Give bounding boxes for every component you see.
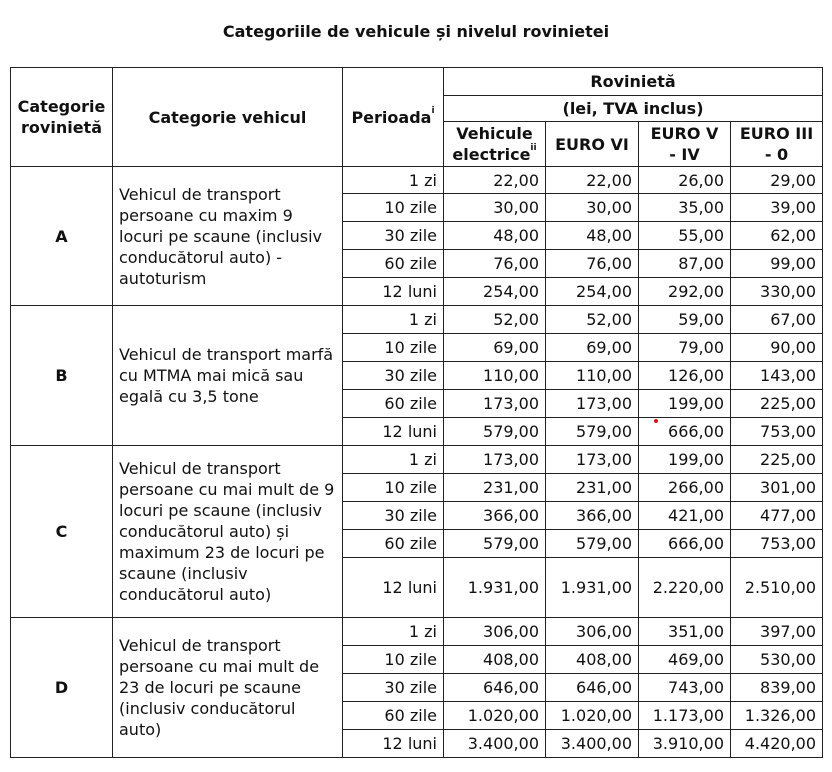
category-code: D [11, 618, 113, 758]
price-euro-v-iv: 666,00 [639, 530, 731, 558]
price-euro-vi: 408,00 [546, 646, 639, 674]
price-euro-v-iv: 1.173,00 [639, 702, 731, 730]
price-euro-iii-0: 330,00 [731, 278, 823, 306]
vehicle-description: Vehicul de transport persoane cu maxim 9 locuri pe scaune (inclusiv conducătorul auto) - autoturism [113, 167, 343, 306]
price-electrice: 1.020,00 [444, 702, 546, 730]
price-euro-vi: 254,00 [546, 278, 639, 306]
price-euro-v-iv: 743,00 [639, 674, 731, 702]
period-cell: 60 zile [343, 250, 444, 278]
price-euro-v-iv: 126,00 [639, 362, 731, 390]
price-euro-vi: 646,00 [546, 674, 639, 702]
price-euro-v-iv: 59,00 [639, 306, 731, 334]
price-electrice: 76,00 [444, 250, 546, 278]
rovinieta-table [10, 67, 823, 758]
price-euro-vi: 110,00 [546, 362, 639, 390]
category-code: C [11, 446, 113, 618]
period-cell: 1 zi [343, 618, 444, 646]
price-euro-iii-0: 2.510,00 [731, 558, 823, 618]
price-electrice: 48,00 [444, 222, 546, 250]
period-cell: 1 zi [343, 167, 444, 194]
price-euro-iii-0: 753,00 [731, 530, 823, 558]
price-electrice: 173,00 [444, 390, 546, 418]
header-perioada [343, 68, 444, 167]
price-euro-iii-0: 753,00 [731, 418, 823, 446]
period-cell: 10 zile [343, 646, 444, 674]
price-electrice: 3.400,00 [444, 730, 546, 758]
price-euro-v-iv: 55,00 [639, 222, 731, 250]
price-euro-v-iv: 666,00 [639, 418, 731, 446]
period-cell: 12 luni [343, 730, 444, 758]
price-electrice: 30,00 [444, 194, 546, 222]
price-euro-v-iv: 35,00 [639, 194, 731, 222]
price-euro-iii-0: 397,00 [731, 618, 823, 646]
price-euro-vi: 579,00 [546, 418, 639, 446]
period-cell: 12 luni [343, 278, 444, 306]
red-dot-mark [654, 419, 658, 423]
price-euro-v-iv: 3.910,00 [639, 730, 731, 758]
price-electrice: 306,00 [444, 618, 546, 646]
price-euro-iii-0: 143,00 [731, 362, 823, 390]
price-euro-vi: 579,00 [546, 530, 639, 558]
period-cell: 10 zile [343, 334, 444, 362]
price-euro-v-iv: 79,00 [639, 334, 731, 362]
price-euro-vi: 173,00 [546, 390, 639, 418]
price-euro-vi: 76,00 [546, 250, 639, 278]
period-cell: 60 zile [343, 390, 444, 418]
price-euro-iii-0: 99,00 [731, 250, 823, 278]
price-electrice: 1.931,00 [444, 558, 546, 618]
price-euro-vi: 52,00 [546, 306, 639, 334]
header-vehicule-electrice-label: Vehicule electrice [452, 124, 533, 164]
price-euro-v-iv: 421,00 [639, 502, 731, 530]
page-title: Categoriile de vehicule și nivelul rovinietei [222, 22, 610, 41]
vehicle-description: Vehicul de transport persoane cu mai mult de 23 de locuri pe scaune (inclusiv conducătorul auto) [113, 618, 343, 758]
table-row [11, 306, 823, 334]
period-cell: 10 zile [343, 194, 444, 222]
price-euro-vi: 231,00 [546, 474, 639, 502]
header-categorie-vehicul: Categorie vehicul [113, 68, 343, 167]
price-electrice: 579,00 [444, 418, 546, 446]
price-euro-vi: 30,00 [546, 194, 639, 222]
category-code: B [11, 306, 113, 446]
price-electrice: 110,00 [444, 362, 546, 390]
footnote-marker-i: i [431, 105, 435, 116]
vehicle-description: Vehicul de transport persoane cu mai mult de 9 locuri pe scaune (inclusiv conducătorul auto) și maximum 23 de locuri pe scaune (inclusiv conducătorul auto) [113, 446, 343, 618]
price-euro-iii-0: 29,00 [731, 167, 823, 194]
period-cell: 60 zile [343, 702, 444, 730]
price-electrice: 366,00 [444, 502, 546, 530]
price-euro-v-iv: 87,00 [639, 250, 731, 278]
price-euro-vi: 1.931,00 [546, 558, 639, 618]
price-euro-iii-0: 839,00 [731, 674, 823, 702]
period-cell: 60 zile [343, 530, 444, 558]
price-euro-vi: 306,00 [546, 618, 639, 646]
price-electrice: 22,00 [444, 167, 546, 194]
price-euro-vi: 366,00 [546, 502, 639, 530]
price-euro-iii-0: 90,00 [731, 334, 823, 362]
price-euro-iii-0: 225,00 [731, 446, 823, 474]
price-euro-v-iv: 199,00 [639, 446, 731, 474]
price-euro-v-iv: 266,00 [639, 474, 731, 502]
period-cell: 1 zi [343, 306, 444, 334]
price-euro-iii-0: 477,00 [731, 502, 823, 530]
price-electrice: 579,00 [444, 530, 546, 558]
period-cell: 12 luni [343, 418, 444, 446]
price-euro-iii-0: 67,00 [731, 306, 823, 334]
header-euro-iii-0: EURO III - 0 [731, 122, 823, 167]
header-rovinieta: Rovinietă [444, 68, 823, 96]
price-euro-iii-0: 225,00 [731, 390, 823, 418]
price-euro-v-iv: 199,00 [639, 390, 731, 418]
price-euro-v-iv: 351,00 [639, 618, 731, 646]
price-euro-iii-0: 1.326,00 [731, 702, 823, 730]
price-euro-v-iv: 469,00 [639, 646, 731, 674]
price-euro-v-iv: 2.220,00 [639, 558, 731, 618]
category-code: A [11, 167, 113, 306]
header-euro-v-iv: EURO V - IV [639, 122, 731, 167]
header-categorie-rovinieta: Categorie rovinietă [11, 68, 113, 167]
table-row [11, 446, 823, 474]
footnote-marker-ii: ii [530, 143, 537, 153]
price-euro-vi: 48,00 [546, 222, 639, 250]
period-cell: 30 zile [343, 362, 444, 390]
price-euro-vi: 1.020,00 [546, 702, 639, 730]
price-electrice: 408,00 [444, 646, 546, 674]
vehicle-description: Vehicul de transport marfă cu MTMA mai mică sau egală cu 3,5 tone [113, 306, 343, 446]
period-cell: 1 zi [343, 446, 444, 474]
price-euro-v-iv: 26,00 [639, 167, 731, 194]
price-euro-v-iv: 292,00 [639, 278, 731, 306]
price-electrice: 231,00 [444, 474, 546, 502]
period-cell: 30 zile [343, 222, 444, 250]
price-euro-iii-0: 301,00 [731, 474, 823, 502]
price-euro-vi: 69,00 [546, 334, 639, 362]
header-vehicule-electrice [444, 122, 546, 167]
price-euro-vi: 173,00 [546, 446, 639, 474]
price-electrice: 69,00 [444, 334, 546, 362]
period-cell: 10 zile [343, 474, 444, 502]
price-euro-vi: 22,00 [546, 167, 639, 194]
period-cell: 30 zile [343, 674, 444, 702]
table-row [11, 167, 823, 194]
header-perioada-label: Perioada [351, 107, 432, 127]
price-electrice: 173,00 [444, 446, 546, 474]
price-euro-iii-0: 39,00 [731, 194, 823, 222]
period-cell: 12 luni [343, 558, 444, 618]
table-row [11, 618, 823, 646]
header-euro-vi: EURO VI [546, 122, 639, 167]
price-euro-vi: 3.400,00 [546, 730, 639, 758]
price-euro-iii-0: 62,00 [731, 222, 823, 250]
price-euro-iii-0: 4.420,00 [731, 730, 823, 758]
header-unit: (lei, TVA inclus) [444, 96, 823, 122]
period-cell: 30 zile [343, 502, 444, 530]
table-body [11, 167, 823, 758]
price-euro-iii-0: 530,00 [731, 646, 823, 674]
price-electrice: 646,00 [444, 674, 546, 702]
price-electrice: 52,00 [444, 306, 546, 334]
price-electrice: 254,00 [444, 278, 546, 306]
